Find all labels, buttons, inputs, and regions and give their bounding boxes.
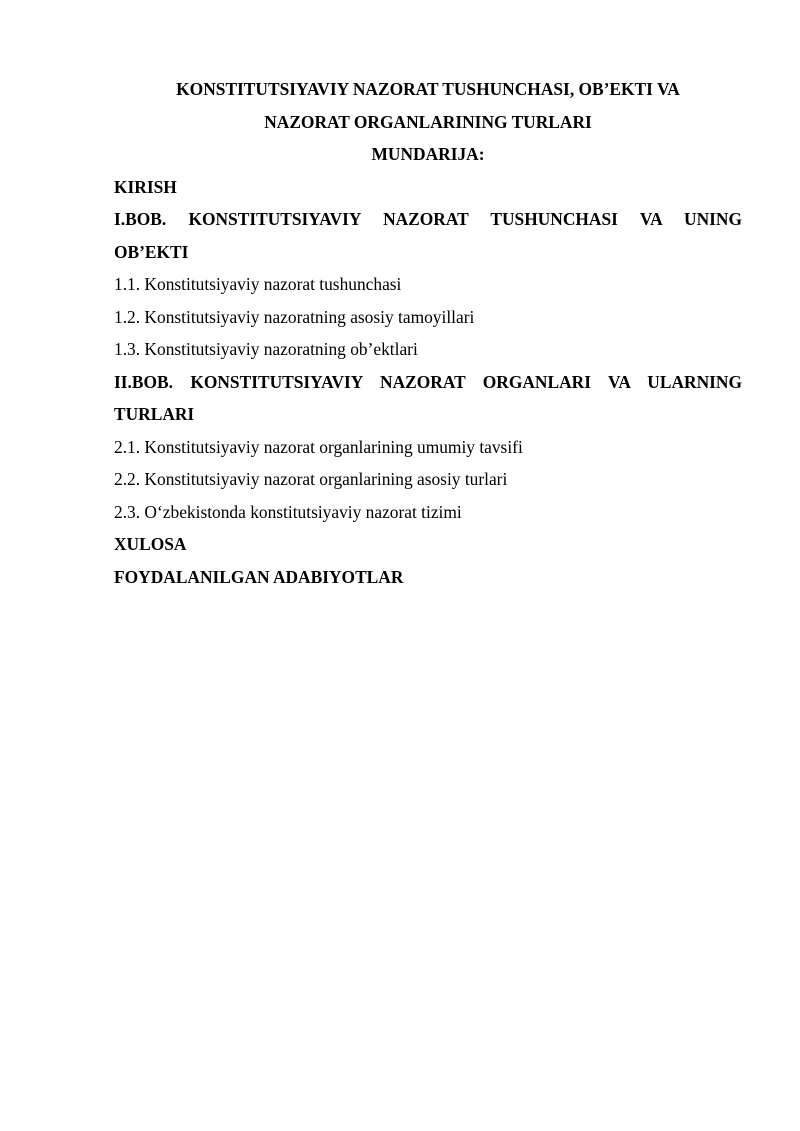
- document-title-line-1: KONSTITUTSIYAVIY NAZORAT TUSHUNCHASI, OB’EKTI VA: [176, 79, 680, 99]
- toc-item-2-2: 2.2. Konstitutsiyaviy nazorat organlarining asosiy turlari: [114, 469, 508, 489]
- toc-entry-conclusion: XULOSA: [114, 534, 187, 554]
- toc-item-1-2: 1.2. Konstitutsiyaviy nazoratning asosiy tamoyillari: [114, 306, 475, 327]
- toc-item-2-1: 2.1. Konstitutsiyaviy nazorat organlarining umumiy tavsifi: [114, 436, 523, 457]
- toc-chapter-1-title-line-1: I.BOB. KONSTITUTSIYAVIY NAZORAT TUSHUNCHASI VA UNING: [114, 209, 742, 229]
- toc-item-2-3: 2.3. O‘zbekistonda konstitutsiyaviy nazorat tizimi: [114, 501, 462, 522]
- document-title-line-2: NAZORAT ORGANLARINING TURLARI: [264, 111, 592, 132]
- toc-chapter-2-title-line-2: TURLARI: [114, 404, 195, 424]
- toc-entry-references: FOYDALANILGAN ADABIYOTLAR: [114, 566, 404, 587]
- toc-item-1-1: 1.1. Konstitutsiyaviy nazorat tushunchasi: [114, 274, 402, 294]
- toc-heading: MUNDARIJA:: [371, 144, 485, 164]
- toc-chapter-2-title-line-1: II.BOB. KONSTITUTSIYAVIY NAZORAT ORGANLARI VA ULARNING: [114, 371, 742, 392]
- toc-entry-intro: KIRISH: [114, 176, 177, 197]
- toc-chapter-1-title-line-2: OB’EKTI: [114, 241, 189, 262]
- toc-item-1-3: 1.3. Konstitutsiyaviy nazoratning ob’ektlari: [114, 339, 418, 359]
